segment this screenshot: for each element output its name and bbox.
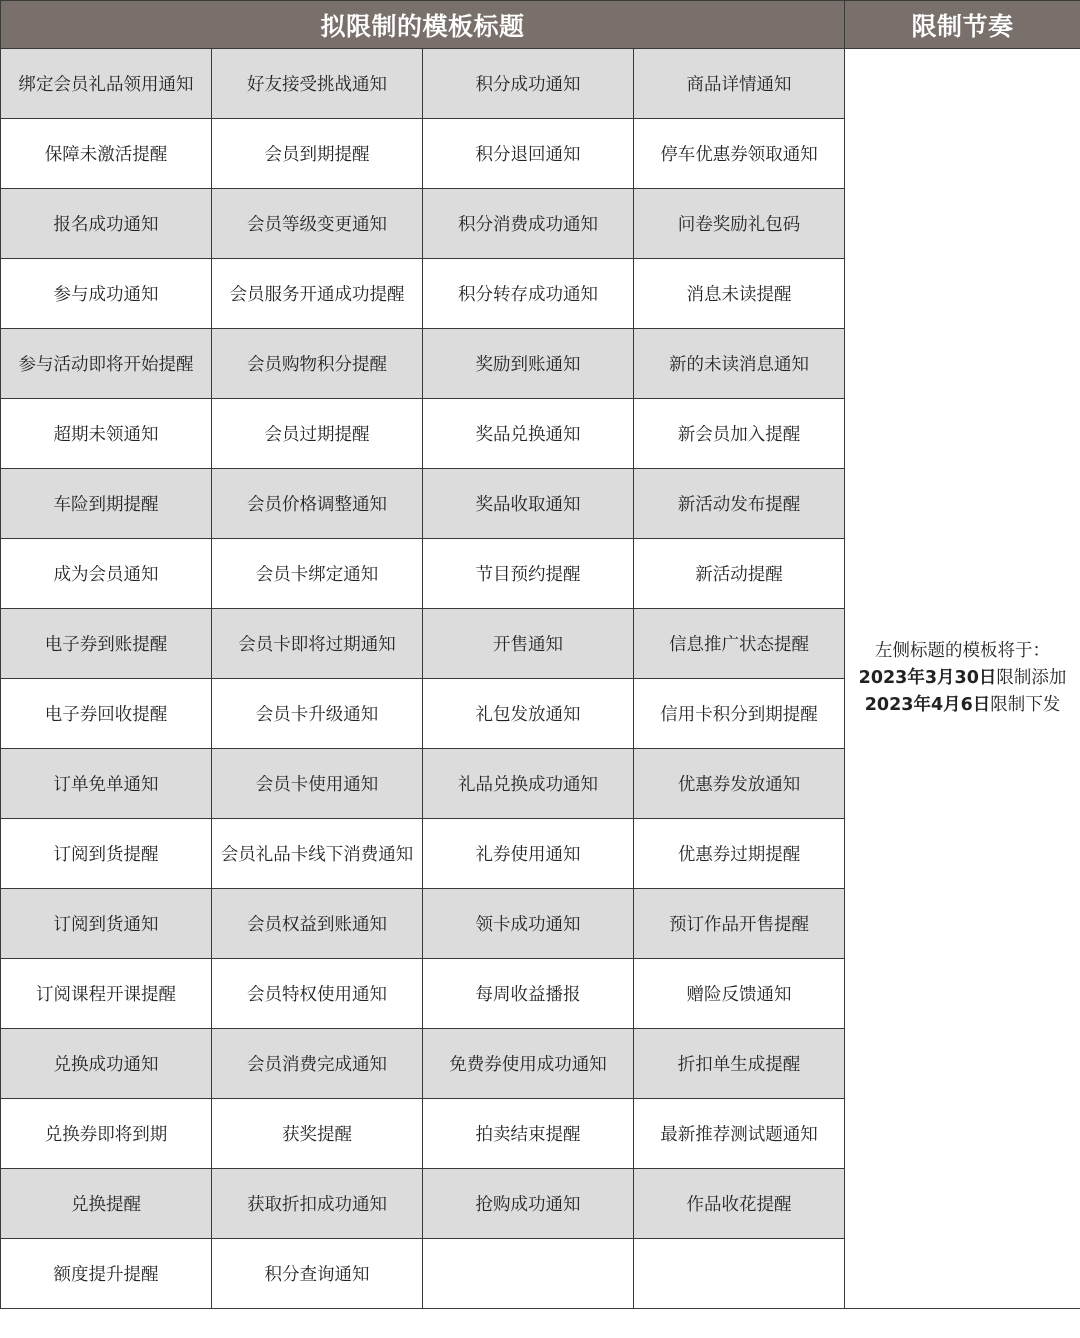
template-title-cell: 会员购物积分提醒 [212,329,423,399]
template-title-cell: 订单免单通知 [1,749,212,819]
rhythm-header: 限制节奏 [845,1,1080,49]
note-intro: 左侧标题的模板将于： [875,641,1051,661]
template-title-cell: 会员特权使用通知 [212,959,423,1029]
template-title-cell: 积分消费成功通知 [423,189,634,259]
template-title-cell: 奖励到账通知 [423,329,634,399]
template-title-cell: 积分查询通知 [212,1239,423,1309]
template-title-cell: 领卡成功通知 [423,889,634,959]
header-row [1,1,1080,49]
template-title-cell: 奖品兑换通知 [423,399,634,469]
template-title-cell: 信息推广状态提醒 [634,609,845,679]
template-title-cell [634,1239,845,1309]
template-title-cell: 礼包发放通知 [423,679,634,749]
template-title-cell: 节目预约提醒 [423,539,634,609]
template-title-cell: 赠险反馈通知 [634,959,845,1029]
template-title-cell: 兑换提醒 [1,1169,212,1239]
template-title-cell: 会员服务开通成功提醒 [212,259,423,329]
template-title-cell: 新的未读消息通知 [634,329,845,399]
template-title-cell: 问卷奖励礼包码 [634,189,845,259]
template-title-cell: 电子券回收提醒 [1,679,212,749]
template-title-cell: 每周收益播报 [423,959,634,1029]
send-limit-date: 2023年4月6日 [864,695,991,715]
template-title-cell: 预订作品开售提醒 [634,889,845,959]
template-title-cell: 成为会员通知 [1,539,212,609]
template-title-cell: 订阅到货通知 [1,889,212,959]
template-title-cell: 好友接受挑战通知 [212,49,423,119]
template-title-cell: 兑换券即将到期 [1,1099,212,1169]
template-title-cell: 礼券使用通知 [423,819,634,889]
template-title-cell: 保障未激活提醒 [1,119,212,189]
template-title-cell: 消息未读提醒 [634,259,845,329]
template-title-cell: 会员过期提醒 [212,399,423,469]
restriction-schedule-note [845,49,1080,1309]
template-title-cell: 奖品收取通知 [423,469,634,539]
template-title-cell: 信用卡积分到期提醒 [634,679,845,749]
template-title-cell [423,1239,634,1309]
template-title-cell: 参与活动即将开始提醒 [1,329,212,399]
send-limit-action: 限制下发 [990,695,1061,715]
template-title-cell: 作品收花提醒 [634,1169,845,1239]
template-title-cell: 会员卡即将过期通知 [212,609,423,679]
template-title-cell: 超期未领通知 [1,399,212,469]
template-title-cell: 订阅到货提醒 [1,819,212,889]
template-title-cell: 会员卡使用通知 [212,749,423,819]
table-row [1,49,1080,119]
template-title-cell: 电子券到账提醒 [1,609,212,679]
note-send-limit [845,692,1080,719]
template-title-cell: 积分成功通知 [423,49,634,119]
template-title-cell: 优惠券发放通知 [634,749,845,819]
add-limit-date: 2023年3月30日 [858,668,997,688]
template-title-cell: 积分转存成功通知 [423,259,634,329]
template-title-cell: 会员权益到账通知 [212,889,423,959]
template-title-cell: 免费券使用成功通知 [423,1029,634,1099]
template-title-cell: 商品详情通知 [634,49,845,119]
template-title-cell: 车险到期提醒 [1,469,212,539]
template-title-cell: 折扣单生成提醒 [634,1029,845,1099]
template-title-cell: 报名成功通知 [1,189,212,259]
template-title-cell: 绑定会员礼品领用通知 [1,49,212,119]
template-title-cell: 参与成功通知 [1,259,212,329]
add-limit-action: 限制添加 [996,668,1067,688]
template-title-cell: 礼品兑换成功通知 [423,749,634,819]
template-title-cell: 获取折扣成功通知 [212,1169,423,1239]
template-title-cell: 新活动发布提醒 [634,469,845,539]
table-body [1,49,1080,1309]
template-title-cell: 会员到期提醒 [212,119,423,189]
template-title-cell: 会员礼品卡线下消费通知 [212,819,423,889]
template-title-cell: 停车优惠券领取通知 [634,119,845,189]
template-title-cell: 会员卡升级通知 [212,679,423,749]
template-title-cell: 订阅课程开课提醒 [1,959,212,1029]
template-title-cell: 会员消费完成通知 [212,1029,423,1099]
note-add-limit [845,665,1080,692]
template-title-cell: 兑换成功通知 [1,1029,212,1099]
template-title-cell: 额度提升提醒 [1,1239,212,1309]
template-title-cell: 新活动提醒 [634,539,845,609]
template-title-cell: 会员价格调整通知 [212,469,423,539]
template-title-cell: 开售通知 [423,609,634,679]
template-title-cell: 获奖提醒 [212,1099,423,1169]
template-title-cell: 拍卖结束提醒 [423,1099,634,1169]
template-title-cell: 最新推荐测试题通知 [634,1099,845,1169]
template-title-cell: 新会员加入提醒 [634,399,845,469]
titles-header: 拟限制的模板标题 [1,1,845,49]
template-title-cell: 优惠券过期提醒 [634,819,845,889]
template-title-cell: 抢购成功通知 [423,1169,634,1239]
template-title-cell: 会员等级变更通知 [212,189,423,259]
template-title-cell: 积分退回通知 [423,119,634,189]
template-title-cell: 会员卡绑定通知 [212,539,423,609]
